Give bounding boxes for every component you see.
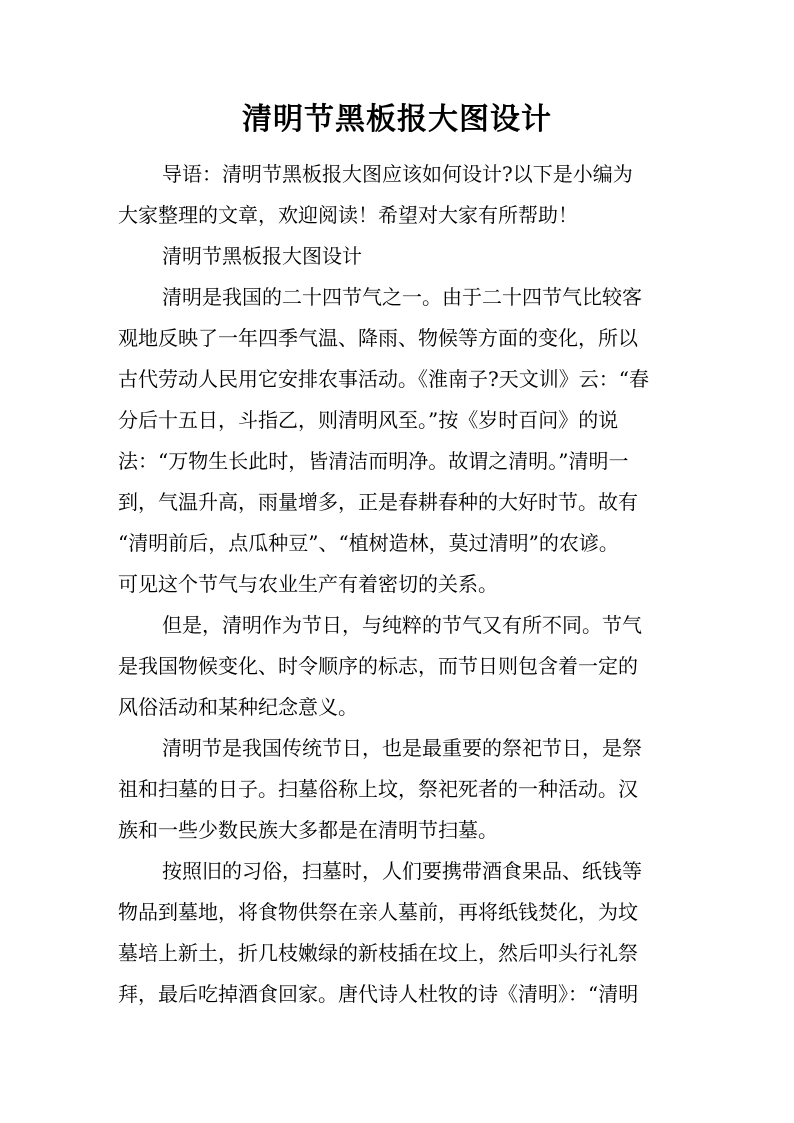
section-heading: 清明节黑板报大图设计 bbox=[162, 244, 362, 268]
paragraph-line: 是我国物候变化、时令顺序的标志，而节日则包含着一定的 bbox=[118, 654, 638, 678]
paragraph-line: “清明前后，点瓜种豆”、“植树造林，莫过清明”的农谚。 bbox=[118, 531, 619, 555]
paragraph-line: 祖和扫墓的日子。扫墓俗称上坟，祭祀死者的一种活动。汉 bbox=[118, 777, 638, 801]
paragraph-line: 分后十五日，斗指乙，则清明风至。”按《岁时百问》的说 bbox=[118, 408, 619, 432]
paragraph-line: 墓培上新土，折几枝嫩绿的新枝插在坟上，然后叩头行礼祭 bbox=[118, 941, 638, 965]
document-body bbox=[118, 154, 678, 1015]
paragraph-line: 按照旧的习俗，扫墓时，人们要携带酒食果品、纸钱等 bbox=[162, 859, 642, 883]
paragraph-line: 物品到墓地，将食物供祭在亲人墓前，再将纸钱焚化，为坟 bbox=[118, 900, 638, 924]
paragraph-line: 族和一些少数民族大多都是在清明节扫墓。 bbox=[118, 818, 498, 842]
paragraph-line: 大家整理的文章，欢迎阅读！希望对大家有所帮助！ bbox=[118, 203, 578, 227]
paragraph-line: 古代劳动人民用它安排农事活动。《淮南子?天文训》云：“春 bbox=[118, 367, 649, 391]
paragraph-line: 拜，最后吃掉酒食回家。唐代诗人杜牧的诗《清明》：“清明 bbox=[118, 982, 639, 1006]
paragraph-line: 导语：清明节黑板报大图应该如何设计?以下是小编为 bbox=[162, 162, 633, 186]
paragraph-line: 但是，清明作为节日，与纯粹的节气又有所不同。节气 bbox=[162, 613, 642, 637]
paragraph-line: 风俗活动和某种纪念意义。 bbox=[118, 695, 358, 719]
paragraph-line: 清明节是我国传统节日，也是最重要的祭祀节日，是祭 bbox=[162, 736, 642, 760]
paragraph-line: 清明是我国的二十四节气之一。由于二十四节气比较客 bbox=[162, 285, 642, 309]
paragraph-line: 法：“万物生长此时，皆清洁而明净。故谓之清明。”清明一 bbox=[118, 449, 629, 473]
paragraph-line: 观地反映了一年四季气温、降雨、物候等方面的变化，所以 bbox=[118, 326, 638, 350]
paragraph-line: 可见这个节气与农业生产有着密切的关系。 bbox=[118, 572, 498, 596]
page-title: 清明节黑板报大图设计 bbox=[242, 102, 552, 137]
paragraph-line: 到，气温升高，雨量增多，正是春耕春种的大好时节。故有 bbox=[118, 490, 638, 514]
